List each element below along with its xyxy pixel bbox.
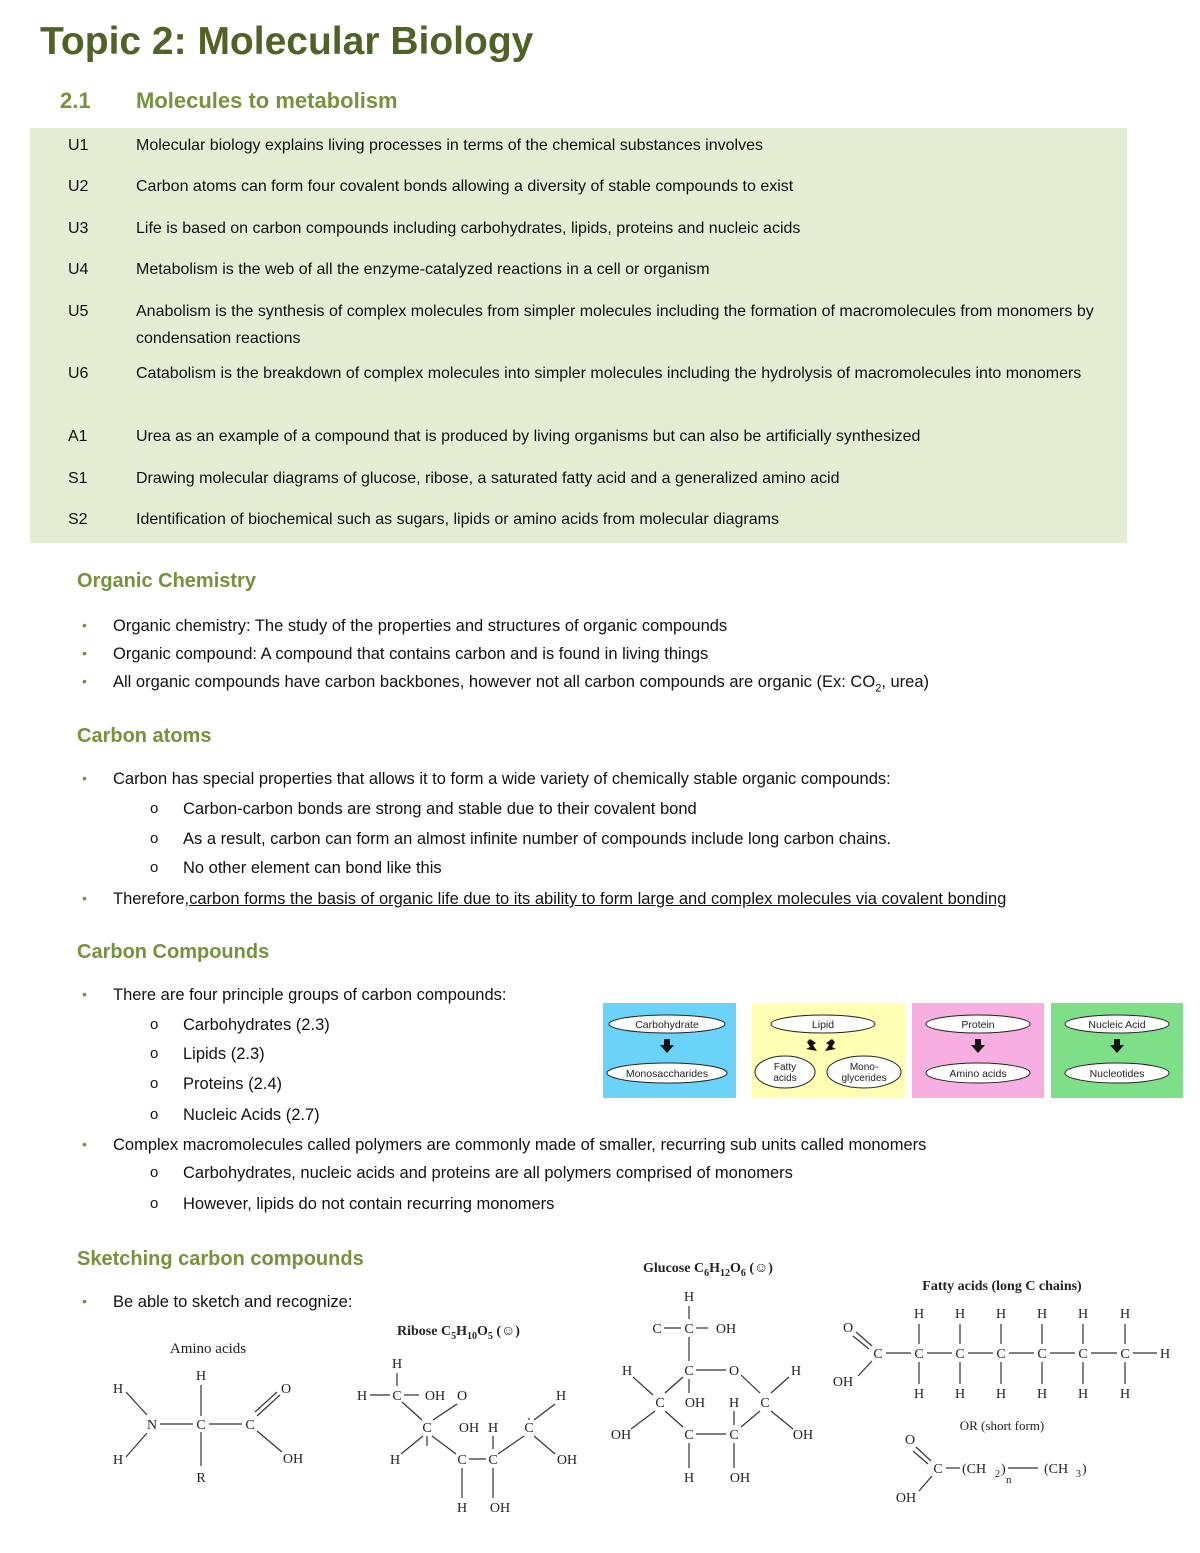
svg-text:2: 2 [995,1469,1000,1480]
svg-text:C: C [760,1396,770,1411]
svg-text:H: H [995,1387,1007,1402]
page-title: Topic 2: Molecular Biology [40,20,534,63]
fatty-acid-structure [830,1272,1180,1522]
sub-bullet-item: o Carbohydrates, nucleic acids and proteins are all polymers comprised of monomers [183,1164,793,1183]
svg-text:H: H [356,1389,368,1404]
polymer-monomer-diagram [600,1001,1185,1101]
subtopic-number: 2.1 [60,88,91,113]
svg-text:O: O [280,1382,292,1397]
understanding-text: Molecular biology explains living processes in terms of the chemical substances involves [136,137,763,154]
svg-text:C: C [729,1428,739,1443]
svg-text:H: H [391,1357,403,1372]
label-amino-acids: Amino acids [949,1068,1007,1080]
ribose-structure [345,1318,590,1523]
svg-text:H: H [456,1501,468,1516]
glucose-title: Glucose $C_6H_{12}O_6$ (☺) [643,1261,773,1279]
understanding-code: U2 [68,178,89,195]
bullet-item: • Carbon has special properties that allows it to form a wide variety of chemically stable organic compounds: [113,770,891,789]
svg-text:H: H [1159,1347,1171,1362]
svg-text:H: H [1036,1387,1048,1402]
label-mono: Mono- [849,1062,879,1073]
svg-text:OH: OH [610,1428,632,1443]
svg-text:OH: OH [792,1428,814,1443]
svg-text:C: C [684,1364,694,1379]
sub-bullet-item: o Nucleic Acids (2.7) [183,1106,320,1125]
sub-bullet-item: o Proteins (2.4) [183,1075,282,1094]
svg-text:(CH: (CH [961,1462,987,1477]
svg-text:C: C [524,1421,534,1436]
section-heading-carbon-atoms: Carbon atoms [77,725,212,747]
svg-text:C: C [245,1418,255,1433]
svg-text:n: n [1006,1474,1012,1486]
label-glycerides: glycerides [841,1073,887,1084]
understanding-code: U3 [68,220,89,237]
ribose-title: Ribose $C_5H_{10}O_5$ (☺) [397,1324,520,1342]
underlined-text: carbon forms the basis of organic life due to its ability to form large and complex molecules via covalent bonding [189,890,1007,908]
svg-text:OH: OH [832,1375,854,1390]
svg-text:H: H [389,1453,401,1468]
understanding-code: A1 [68,428,88,445]
svg-text:O: O [904,1433,916,1448]
understanding-text: Carbon atoms can form four covalent bonds allowing a diversity of stable compounds to exist [136,178,794,195]
svg-text:): ) [1082,1462,1087,1477]
svg-text:C: C [457,1453,467,1468]
label-lipid: Lipid [811,1019,835,1031]
sub-bullet-item: o However, lipids do not contain recurring monomers [183,1195,554,1214]
fatty-acid-title: Fatty acids (long C chains) [922,1279,1082,1294]
understanding-text: Metabolism is the web of all the enzyme-catalyzed reactions in a cell or organism [136,261,710,278]
svg-text:H: H [112,1453,124,1468]
svg-text:): ) [1001,1462,1006,1477]
svg-text:N: N [146,1418,158,1433]
svg-text:H: H [1036,1307,1048,1322]
svg-text:C: C [684,1322,694,1337]
label-protein: Protein [961,1019,995,1031]
label-nucleotides: Nucleotides [1089,1068,1145,1080]
svg-text:H: H [995,1307,1007,1322]
svg-text:C: C [652,1322,662,1337]
understanding-text: Catabolism is the breakdown of complex molecules into simpler molecules including the hydrolysis of macromolecules into monomers [136,365,1082,382]
understanding-text: Urea as an example of a compound that is produced by living organisms but can also be artificially synthesized [136,428,921,445]
svg-text:H: H [683,1471,695,1486]
svg-text:H: H [1077,1307,1089,1322]
bullet-item: • There are four principle groups of carbon compounds: [113,986,506,1005]
svg-text:C: C [873,1347,883,1362]
label-acids: acids [773,1073,797,1084]
understanding-text: Drawing molecular diagrams of glucose, ribose, a saturated fatty acid and a generalized amino acid [136,470,840,487]
bullet-item [113,890,1006,909]
svg-text:R: R [196,1471,206,1486]
svg-text:H: H [1077,1387,1089,1402]
or-short-form: OR (short form) [959,1418,1045,1433]
understanding-code: U4 [68,261,89,278]
svg-text:H: H [913,1387,925,1402]
label-fatty: Fatty [773,1062,797,1073]
svg-text:OH: OH [489,1501,511,1516]
svg-text:H: H [1119,1387,1131,1402]
svg-text:OH: OH [556,1453,578,1468]
svg-text:OH: OH [458,1421,480,1436]
svg-text:H: H [913,1307,925,1322]
svg-text:OH: OH [282,1452,304,1467]
svg-text:OH: OH [424,1389,446,1404]
svg-text:OH: OH [895,1491,917,1506]
subscript: 2 [875,682,882,695]
svg-text:H: H [195,1369,207,1384]
svg-text:H: H [621,1364,633,1379]
sub-bullet-item: o Carbon-carbon bonds are strong and stable due to their covalent bond [183,800,697,819]
svg-text:OH: OH [715,1322,737,1337]
bullet-text: Therefore, [113,890,190,908]
svg-text:C: C [684,1428,694,1443]
bullet-item: • Be able to sketch and recognize: [113,1293,352,1312]
lipid-panel [752,1003,905,1098]
svg-text:C: C [955,1347,965,1362]
svg-text:H: H [954,1387,966,1402]
nucleic-acid-panel [1051,1003,1183,1098]
amino-acid-structure [100,1330,330,1490]
svg-text:H: H [728,1396,740,1411]
svg-text:H: H [555,1389,567,1404]
svg-text:H: H [112,1382,124,1397]
svg-text:C: C [422,1421,432,1436]
carbohydrate-panel [603,1003,736,1098]
label-monosaccharides: Monosaccharides [625,1068,709,1080]
subtopic-title: Molecules to metabolism [136,88,398,113]
understanding-code: U5 [68,303,89,320]
understanding-text: Anabolism is the synthesis of complex molecules from simpler molecules including the formation of macromolecules from monomers by condensation reactions [136,303,1094,347]
svg-text:C: C [1078,1347,1088,1362]
svg-text:C: C [996,1347,1006,1362]
section-heading-organic-chemistry: Organic Chemistry [77,570,256,592]
svg-text:(CH: (CH [1043,1462,1069,1477]
svg-text:C: C [1037,1347,1047,1362]
sub-bullet-item: o Carbohydrates (2.3) [183,1016,330,1035]
svg-text:H: H [487,1421,499,1436]
svg-text:C: C [392,1389,402,1404]
section-heading-sketching: Sketching carbon compounds [77,1248,364,1270]
amino-acid-title: Amino acids [169,1341,247,1357]
sub-bullet-item: o Lipids (2.3) [183,1045,265,1064]
svg-text:H: H [683,1290,695,1305]
svg-text:C: C [933,1462,943,1477]
sub-bullet-item: o As a result, carbon can form an almost infinite number of compounds include long carbon chains. [183,830,891,849]
svg-text:C: C [1120,1347,1130,1362]
bullet-text: , urea) [881,673,929,691]
glucose-structure [595,1255,830,1500]
understanding-code: U1 [68,137,89,154]
svg-text:3: 3 [1076,1469,1081,1480]
svg-text:H: H [954,1307,966,1322]
bullet-item: • Organic chemistry: The study of the properties and structures of organic compounds [113,617,727,636]
understanding-code: S1 [68,470,88,487]
bullet-text: All organic compounds have carbon backbones, however not all carbon compounds are organic (Ex: CO [113,673,876,691]
label-carbohydrate: Carbohydrate [635,1019,699,1031]
sub-bullet-item: o No other element can bond like this [183,859,442,878]
understanding-code: U6 [68,365,89,382]
understanding-code: S2 [68,511,88,528]
svg-text:H: H [1119,1307,1131,1322]
section-heading-carbon-compounds: Carbon Compounds [77,941,270,963]
svg-text:OH: OH [729,1471,751,1486]
svg-text:OH: OH [684,1396,706,1411]
svg-text:C: C [488,1453,498,1468]
understanding-text: Identification of biochemical such as sugars, lipids or amino acids from molecular diagrams [136,511,779,528]
svg-text:O: O [456,1389,468,1404]
svg-text:C: C [914,1347,924,1362]
bullet-item: • Organic compound: A compound that contains carbon and is found in living things [113,645,708,664]
svg-text:C: C [655,1396,665,1411]
svg-text:O: O [842,1321,854,1336]
protein-panel [912,1003,1044,1098]
svg-text:H: H [790,1364,802,1379]
svg-text:C: C [196,1418,206,1433]
bullet-item [113,673,929,694]
bullet-item: • Complex macromolecules called polymers are commonly made of smaller, recurring sub units called monomers [113,1136,926,1155]
understanding-text: Life is based on carbon compounds including carbohydrates, lipids, proteins and nucleic acids [136,220,801,237]
svg-text:O: O [728,1364,740,1379]
label-nucleic-acid: Nucleic Acid [1088,1019,1146,1031]
